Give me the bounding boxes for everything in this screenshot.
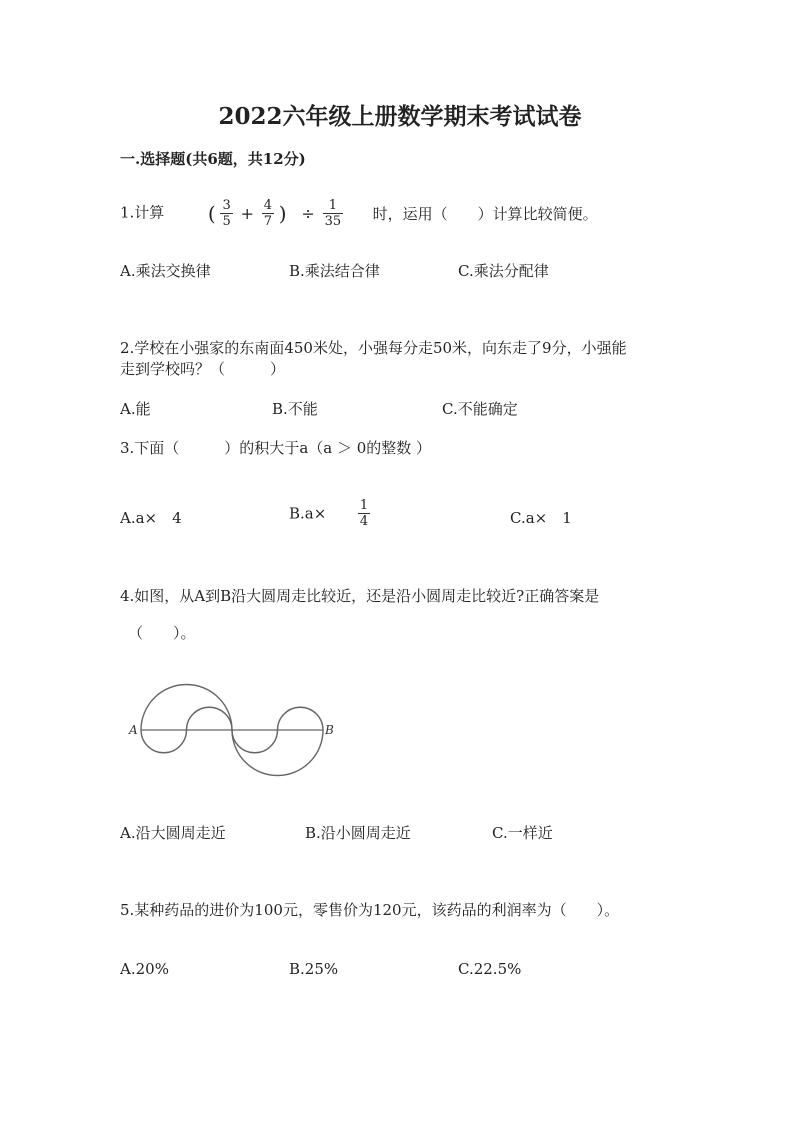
question-3: 3.下面（ ）的积大于a（a ＞ 0的整数 ） (120, 439, 432, 457)
question-2-line-1: 2.学校在小强家的东南面450米处，小强每分走50米，向东走了9分，小强能 (120, 339, 627, 357)
divide-sign: ÷ (301, 204, 315, 223)
q4-option-a: A.沿大圆周走近 (120, 824, 226, 842)
q2-option-a: A.能 (120, 400, 151, 418)
small-arc-2 (187, 707, 233, 730)
q1-option-a: A.乘法交换律 (120, 262, 211, 280)
section-heading: 一.选择题(共6题，共12分) (120, 150, 306, 168)
small-arc-1 (141, 730, 187, 753)
fraction-numerator: 1 (359, 498, 369, 513)
small-arc-4 (278, 707, 324, 730)
q3-option-b-prefix: B.a× (289, 504, 327, 523)
page-title: 2022六年级上册数学期末考试试卷 (218, 103, 582, 130)
question-1-suffix: 时，运用（ ）计算比较简便。 (372, 205, 598, 223)
q3-option-a: A.a× 4 (120, 509, 182, 527)
large-arc-upper (141, 685, 232, 731)
q5-option-c: C.22.5% (458, 960, 522, 978)
q5-option-a: A.20% (120, 960, 169, 978)
point-b-label: B (325, 723, 334, 737)
fraction-denominator: 4 (359, 514, 369, 529)
large-arc-lower (232, 730, 323, 776)
question-2-line-2: 走到学校吗？（ ） (120, 360, 286, 378)
fraction-numerator: 3 (222, 198, 231, 213)
q4-option-b: B.沿小圆周走近 (305, 824, 411, 842)
q3-option-b (289, 498, 370, 529)
q2-option-c: C.不能确定 (442, 400, 518, 418)
fraction-4-7 (262, 198, 274, 229)
q2-option-b: B.不能 (272, 400, 318, 418)
question-4-line-2: （ ）。 (128, 624, 196, 642)
fraction-denominator: 7 (263, 214, 272, 229)
small-arc-3 (232, 730, 278, 753)
fraction-numerator: 4 (263, 198, 272, 213)
question-4-line-1: 4.如图，从A到B沿大圆周走比较近，还是沿小圆周走比较近?正确答案是 (120, 587, 600, 605)
fraction-1-35 (323, 198, 344, 229)
fraction-1-4 (358, 498, 370, 529)
fraction-denominator: 35 (324, 214, 342, 229)
q4-option-c: C.一样近 (492, 824, 553, 842)
fraction-denominator: 5 (222, 214, 231, 229)
close-paren: ) (278, 201, 287, 226)
q5-option-b: B.25% (289, 960, 339, 978)
q3-option-c: C.a× 1 (510, 509, 572, 527)
plus-sign: + (240, 204, 254, 223)
q1-option-b: B.乘法结合律 (289, 262, 380, 280)
question-1 (120, 198, 598, 229)
point-a-label: A (129, 723, 138, 737)
circle-paths-figure (125, 675, 340, 780)
fraction-3-5 (220, 198, 232, 229)
open-paren: ( (207, 201, 216, 226)
q1-option-c: C.乘法分配律 (458, 262, 549, 280)
fraction-numerator: 1 (323, 198, 344, 214)
question-5: 5.某种药品的进价为100元，零售价为120元，该药品的利润率为（ ）。 (120, 901, 620, 919)
question-1-prefix: 1.计算 (120, 203, 165, 222)
